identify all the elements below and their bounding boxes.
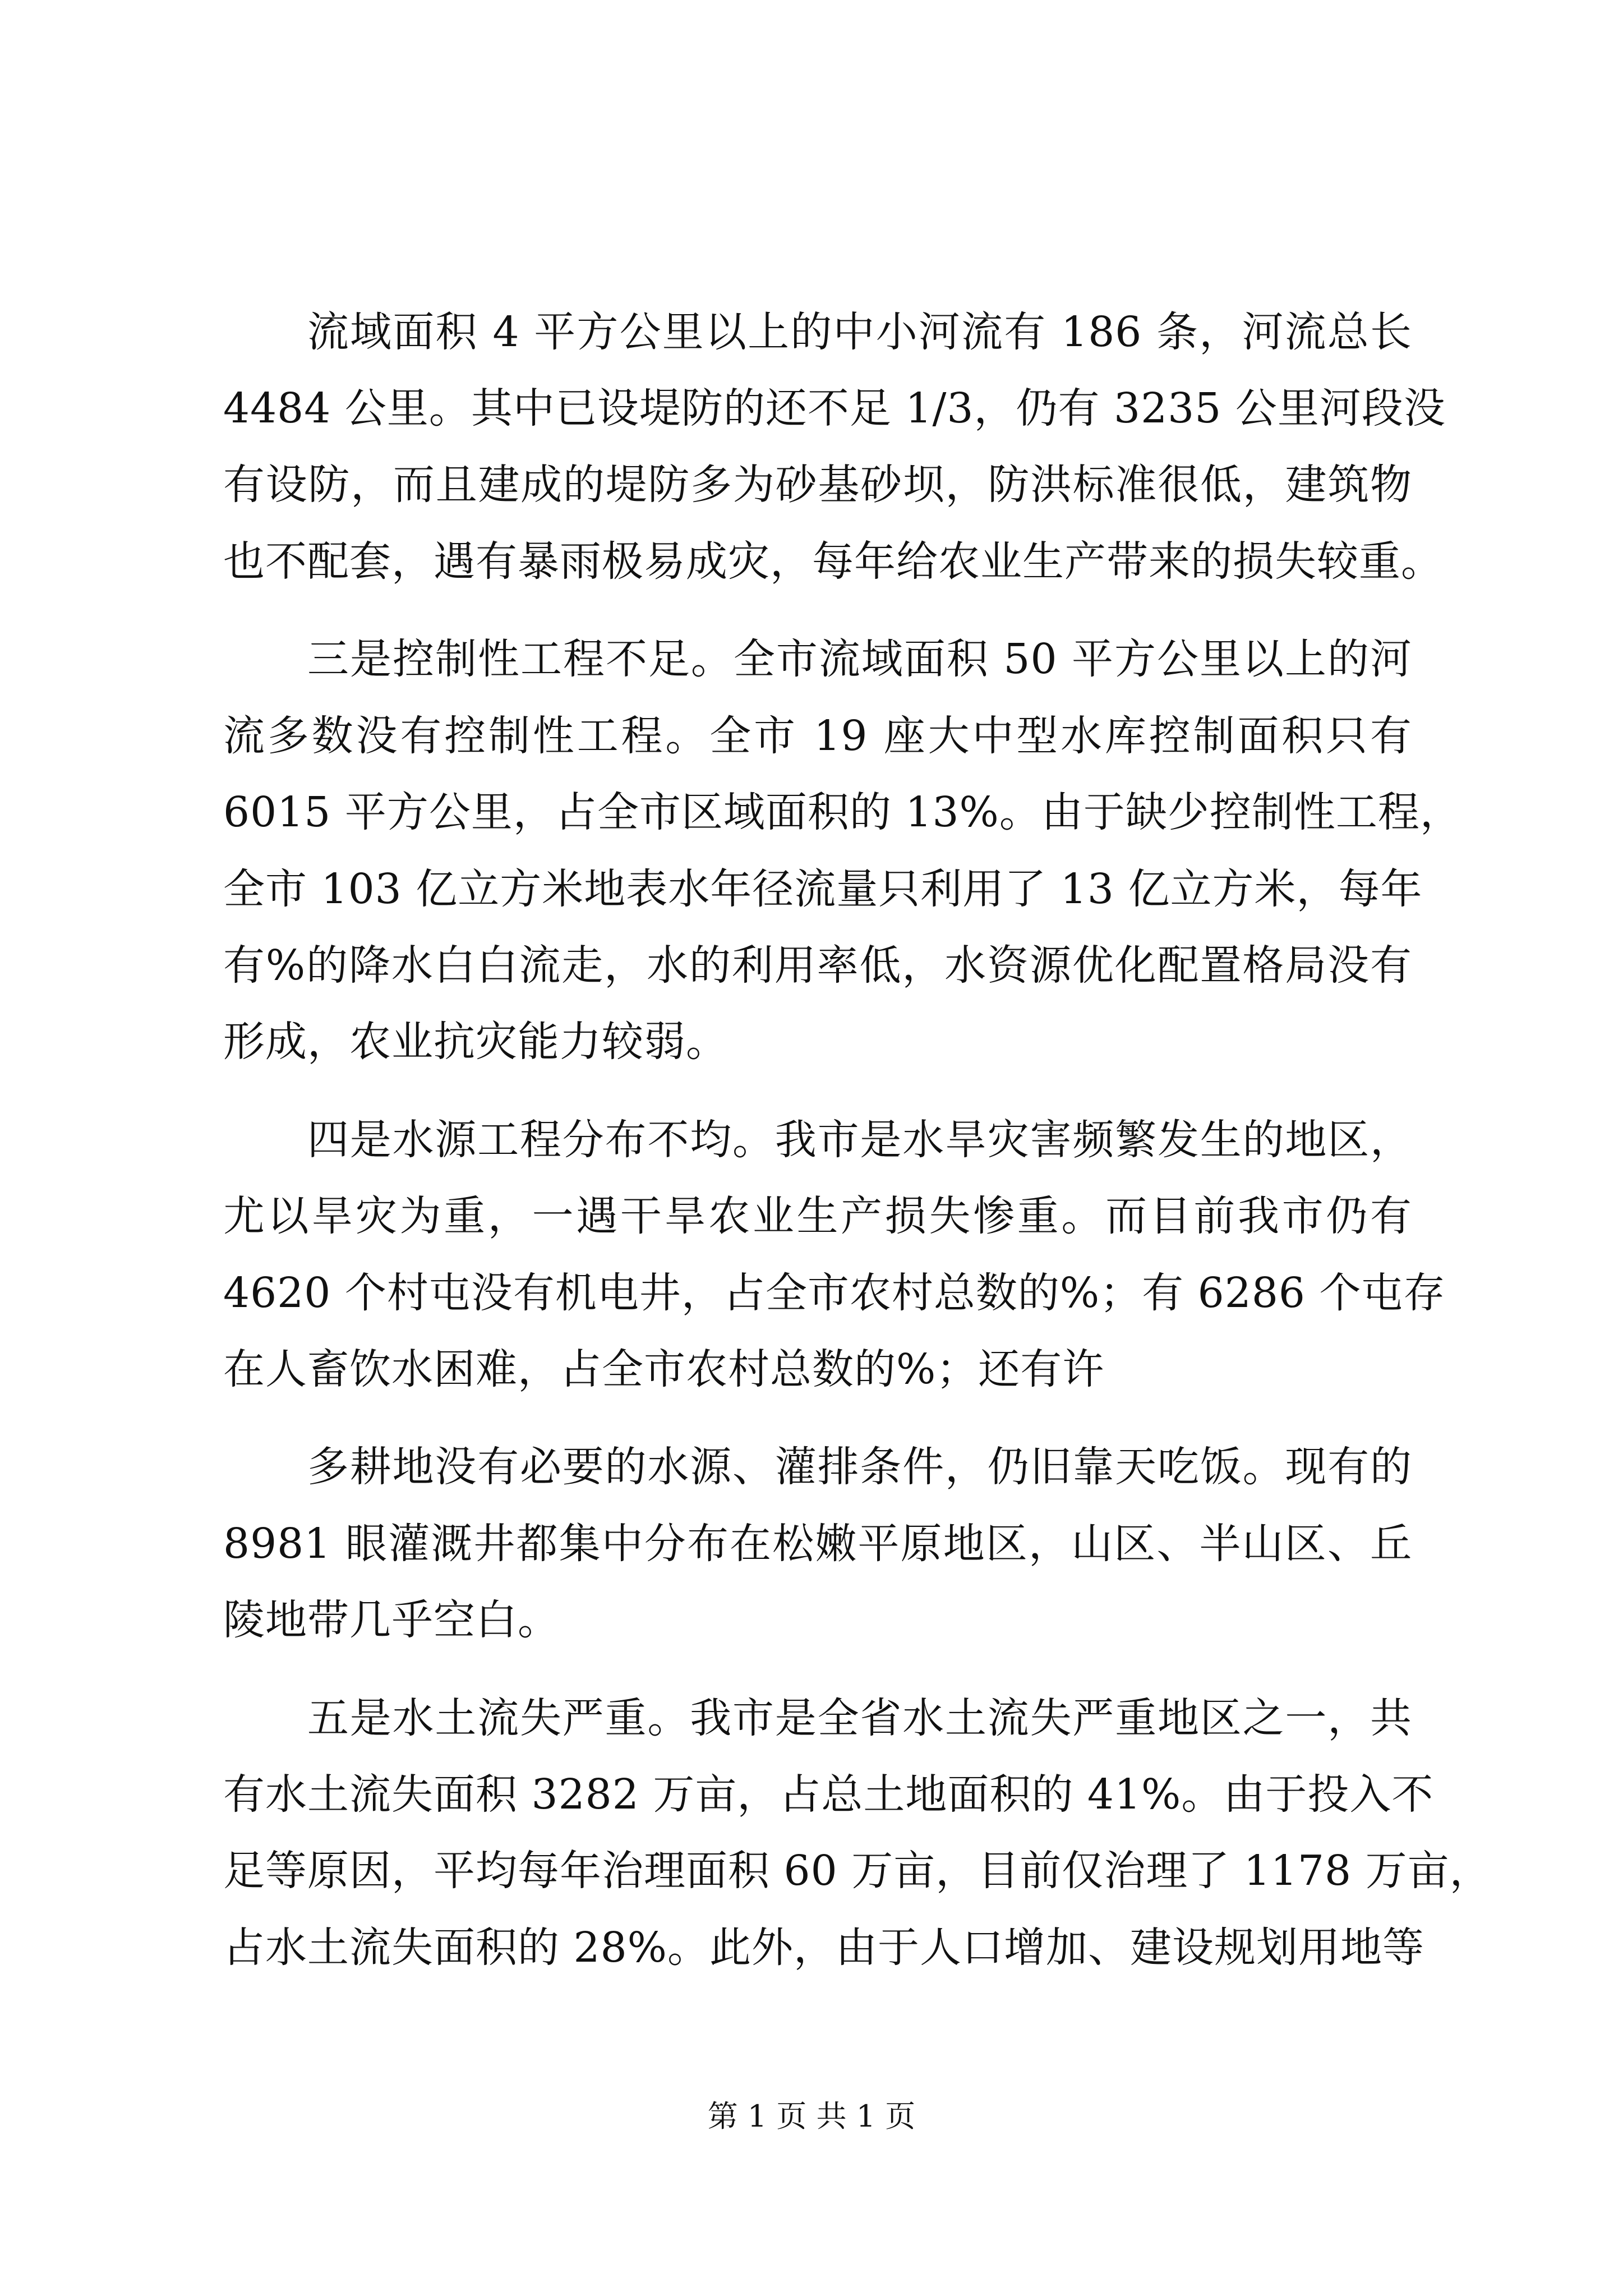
paragraph-2-line-6: 形成，农业抗灾能力较弱。 — [223, 1018, 728, 1066]
paragraph-2-line-4: 全市 103 亿立方米地表水年径流量只利用了 13 亿立方米，每年 — [223, 865, 1423, 913]
paragraph-2-line-5: 有%的降水白白流走，水的利用率低，水资源优化配置格局没有 — [223, 941, 1412, 990]
paragraph-1-line-4: 也不配套，遇有暴雨极易成灾，每年给农业生产带来的损失较重。 — [223, 537, 1443, 586]
paragraph-3-line-3: 4620 个村屯没有机电井，占全市农村总数的%；有 6286 个屯存 — [223, 1269, 1446, 1317]
paragraph-3-line-2: 尤以旱灾为重，一遇干旱农业生产损失惨重。而目前我市仍有 — [223, 1192, 1412, 1240]
paragraph-5-line-1: 五是水土流失严重。我市是全省水土流失严重地区之一，共 — [307, 1694, 1412, 1742]
paragraph-2-line-3: 6015 平方公里，占全市区域面积的 13%。由于缺少控制性工程， — [223, 788, 1462, 836]
paragraph-1-line-2: 4484 公里。其中已设堤防的还不足 1/3，仍有 3235 公里河段没 — [223, 384, 1446, 432]
paragraph-2-line-2: 流多数没有控制性工程。全市 19 座大中型水库控制面积只有 — [223, 712, 1412, 760]
paragraph-2-line-1: 三是控制性工程不足。全市流域面积 50 平方公里以上的河 — [307, 635, 1412, 683]
page-number-footer: 第 1 页 共 1 页 — [707, 2099, 916, 2134]
paragraph-4-line-1: 多耕地没有必要的水源、灌排条件，仍旧靠天吃饭。现有的 — [307, 1443, 1412, 1491]
paragraph-4-line-3: 陵地带几乎空白。 — [223, 1596, 560, 1644]
paragraph-3-line-1: 四是水源工程分布不均。我市是水旱灾害频繁发生的地区， — [307, 1116, 1412, 1164]
paragraph-5-line-3: 足等原因，平均每年治理面积 60 万亩，目前仅治理了 1178 万亩， — [223, 1847, 1492, 1895]
paragraph-1-line-1: 流域面积 4 平方公里以上的中小河流有 186 条，河流总长 — [307, 308, 1412, 356]
paragraph-3-line-4: 在人畜饮水困难，占全市农村总数的%；还有许 — [223, 1345, 1105, 1393]
paragraph-5-line-4: 占水土流失面积的 28%。此外，由于人口增加、建设规划用地等 — [223, 1924, 1424, 1972]
paragraph-5-line-2: 有水土流失面积 3282 万亩，占总土地面积的 41%。由于投入不 — [223, 1770, 1434, 1819]
paragraph-4-line-2: 8981 眼灌溉井都集中分布在松嫩平原地区，山区、半山区、丘 — [223, 1520, 1412, 1568]
paragraph-1-line-3: 有设防，而且建成的堤防多为砂基砂坝，防洪标准很低，建筑物 — [223, 461, 1412, 509]
